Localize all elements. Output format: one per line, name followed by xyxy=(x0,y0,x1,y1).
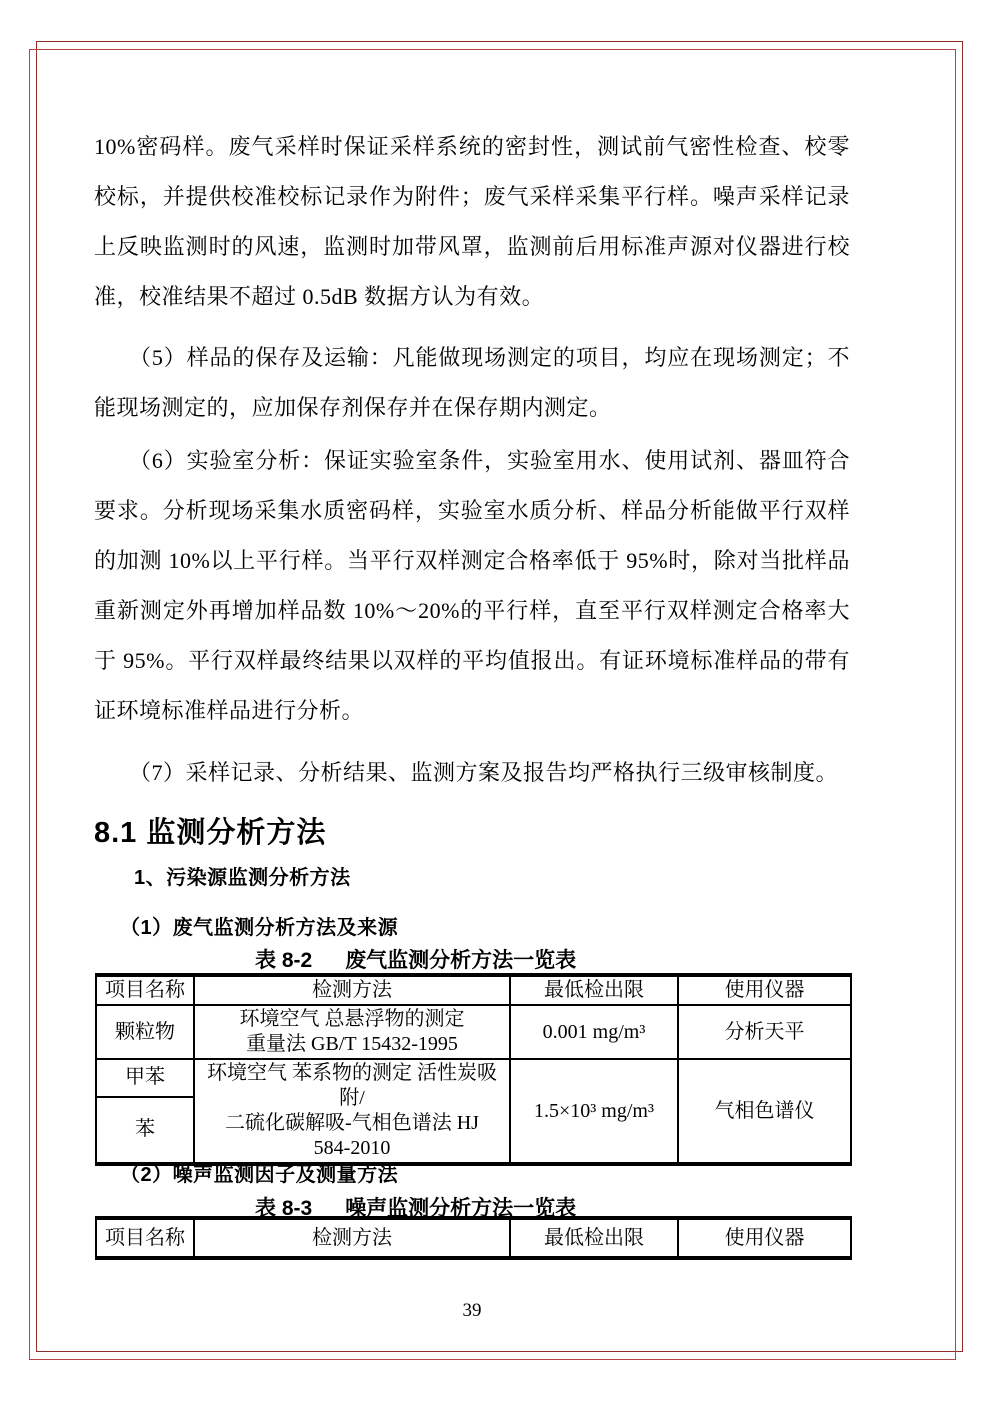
table-8-2-label: 表 8-2 xyxy=(255,949,313,972)
method-line-2: 重量法 GB/T 15432-1995 xyxy=(246,1033,458,1055)
cell-method-particulate xyxy=(194,1005,510,1059)
cell-limit-benzene-group: 1.5×10³ mg/m³ xyxy=(510,1059,678,1164)
paragraph-item6: （6）实验室分析：保证实验室条件，实验室用水、使用试剂、器皿符合要求。分析现场采集水质密码样，实验室水质分析、样品分析能做平行双样的加测 10%以上平行样。当平行双样测定合格率低于 95%时，除对当批样品重新测定外再增加样品数 10%～20%的平行样，直至平行双样测定合格率大于 95%。平行双样最终结果以双样的平均值报出。有证环境标准样品的带有证环境标准样品进行分析。 xyxy=(94,448,850,723)
cell-project-toluene: 甲苯 xyxy=(96,1059,194,1097)
header-cell-limit: 最低检出限 xyxy=(510,1218,678,1258)
header-cell-limit: 最低检出限 xyxy=(510,975,678,1005)
paragraph-continuation: 10%密码样。废气采样时保证采样系统的密封性，测试前气密性检查、校零校标，并提供校准校标记录作为附件；废气采样采集平行样。噪声采样记录上反映监测时的风速，监测时加带风罩，监测前后用标准声源对仪器进行校准，校准结果不超过 0.5dB 数据方认为有效。 xyxy=(94,134,850,309)
table-row-particulate xyxy=(96,1005,851,1059)
table-8-3-title-text: 噪声监测分析方法一览表 xyxy=(345,1197,577,1220)
header-cell-instrument: 使用仪器 xyxy=(678,975,851,1005)
paragraph-item7: （7）采样记录、分析结果、监测方案及报告均严格执行三级审核制度。 xyxy=(129,760,839,785)
table-row-toluene xyxy=(96,1059,851,1097)
cell-method-benzene-group xyxy=(194,1059,510,1164)
page-number: 39 xyxy=(462,1300,482,1321)
method-line-2: 二硫化碳解吸-气相色谱法 HJ xyxy=(225,1112,479,1134)
method-line-1: 环境空气 总悬浮物的测定 xyxy=(239,1008,465,1030)
subheading-noise-method: （2）噪声监测因子及测量方法 xyxy=(120,1164,399,1186)
table-8-2-title xyxy=(94,944,850,974)
cell-limit-particulate: 0.001 mg/m³ xyxy=(510,1005,678,1059)
table-8-3 xyxy=(95,1216,852,1260)
table-8-2 xyxy=(95,973,852,1166)
subheading-waste-gas-method: （1）废气监测分析方法及来源 xyxy=(120,917,399,939)
header-cell-instrument: 使用仪器 xyxy=(678,1218,851,1258)
paragraph-item5: （5）样品的保存及运输：凡能做现场测定的项目，均应在现场测定；不能现场测定的，应加保存剂保存并在保存期内测定。 xyxy=(94,345,850,420)
method-line-1: 环境空气 苯系物的测定 活性炭吸附/ xyxy=(207,1062,497,1109)
header-cell-method: 检测方法 xyxy=(194,975,510,1005)
header-cell-method: 检测方法 xyxy=(194,1218,510,1258)
table-8-2-header-row xyxy=(96,975,851,1005)
cell-project-particulate: 颗粒物 xyxy=(96,1005,194,1059)
cell-project-benzene: 苯 xyxy=(96,1097,194,1164)
cell-instrument-particulate: 分析天平 xyxy=(678,1005,851,1059)
subheading-pollution-source: 1、污染源监测分析方法 xyxy=(134,867,351,889)
cell-instrument-benzene-group: 气相色谱仪 xyxy=(678,1059,851,1164)
header-cell-project: 项目名称 xyxy=(96,1218,194,1258)
table-8-3-header-row xyxy=(96,1218,851,1258)
method-line-3: 584-2010 xyxy=(313,1137,391,1159)
section-heading-8-1: 8.1 监测分析方法 xyxy=(94,817,327,849)
table-8-3-label: 表 8-3 xyxy=(255,1197,313,1220)
header-cell-project: 项目名称 xyxy=(96,975,194,1005)
table-8-2-title-text: 废气监测分析方法一览表 xyxy=(345,949,577,972)
